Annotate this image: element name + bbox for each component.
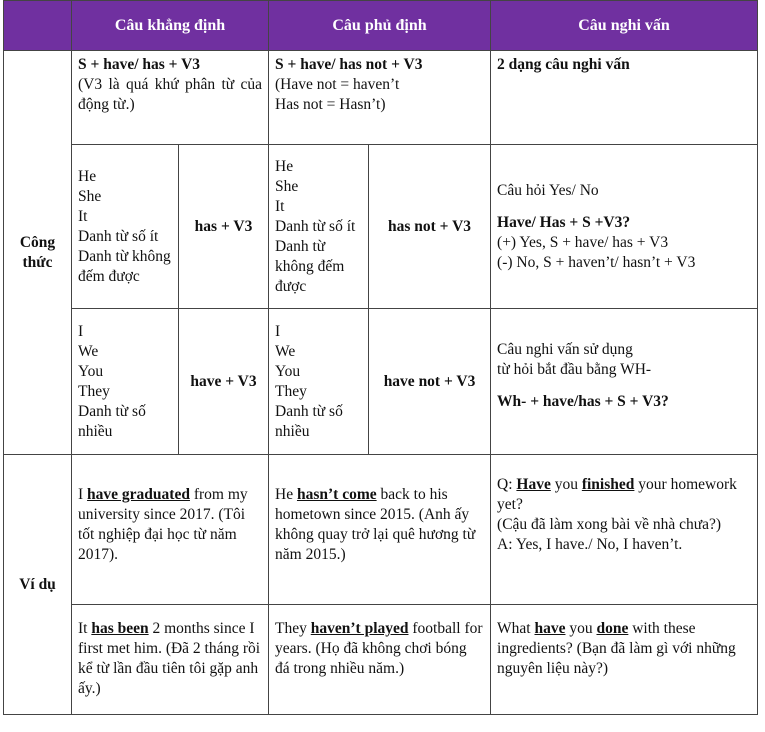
no-answer: (-) No, S + haven’t/ hasn’t + V3	[497, 253, 696, 271]
plural-aff-verb: have + V3	[179, 309, 269, 455]
examples-row-label: Ví dụ	[4, 455, 72, 715]
subject-plural-noun: Danh từ số nhiều	[78, 402, 146, 440]
yes-no-title: Câu hỏi Yes/ No	[497, 181, 599, 199]
plural-neg-verb: have not + V3	[369, 309, 491, 455]
subject-it: It	[275, 197, 285, 215]
example-row-2	[4, 605, 758, 715]
example-aff-1: I have graduated from my university since 2017. (Tôi tốt nghiệp đại học từ năm 2017).	[72, 455, 269, 605]
spacer	[497, 201, 751, 213]
example-q-1: Q: Have you finished your homework yet? (Cậu đã làm xong bài về nhà chưa?) A: Yes, I have./ No, I haven’t.	[491, 455, 758, 605]
subject-she: She	[78, 187, 102, 205]
verb-highlight: Have	[516, 476, 551, 493]
example-row-1	[4, 455, 758, 605]
verb-highlight: hasn’t come	[296, 486, 377, 503]
subject-he: He	[78, 167, 97, 185]
spacer	[497, 380, 751, 392]
question-forms-title: 2 dạng câu nghi vấn	[497, 56, 630, 73]
subject-singular-noun: Danh từ số ít	[78, 227, 159, 245]
plural-subjects-neg	[269, 309, 369, 455]
subject-you: You	[78, 362, 104, 380]
subject-uncountable-noun: Danh từ không đếm được	[275, 237, 345, 295]
example-aff-2: It has been 2 months since I first met him. (Đã 2 tháng rồi kể từ lần đầu tiên tôi gặp anh ấy.)	[72, 605, 269, 715]
header-question: Câu nghi vấn	[491, 1, 758, 51]
wh-desc-1: Câu nghi vấn sử dụng	[497, 340, 633, 358]
subject-we: We	[78, 342, 99, 360]
formula-label-line1: Công	[19, 233, 56, 251]
subject-i: I	[78, 322, 84, 340]
singular-neg-verb: has not + V3	[369, 145, 491, 309]
subject-plural-noun: Danh từ số nhiều	[275, 402, 343, 440]
negative-formula-cell	[269, 51, 491, 145]
yes-no-formula: Have/ Has + S +V3?	[497, 213, 631, 231]
wh-formula: Wh- + have/has + S + V3?	[497, 392, 669, 410]
header-row	[4, 1, 758, 51]
subject-they: They	[78, 382, 110, 400]
subject-singular-noun: Danh từ số ít	[275, 217, 356, 235]
subject-uncountable-noun: Danh từ không đếm được	[78, 247, 171, 285]
yes-answer: (+) Yes, S + have/ has + V3	[497, 233, 669, 251]
singular-aff-verb: has + V3	[179, 145, 269, 309]
affirmative-formula: S + have/ has + V3	[78, 56, 201, 73]
verb-highlight: have	[534, 620, 566, 637]
header-blank	[4, 1, 72, 51]
present-perfect-table	[3, 0, 758, 715]
singular-subjects-neg	[269, 145, 369, 309]
subject-we: We	[275, 342, 296, 360]
header-affirmative: Câu khẳng định	[72, 1, 269, 51]
header-negative: Câu phủ định	[269, 1, 491, 51]
question-formula-cell	[491, 51, 758, 145]
subject-he: He	[275, 157, 294, 175]
negative-formula: S + have/ has not + V3	[275, 56, 423, 73]
formula-general-row	[4, 51, 758, 145]
formula-plural-row	[4, 309, 758, 455]
negative-note-2: Has not = Hasn’t)	[275, 96, 386, 113]
formula-singular-row	[4, 145, 758, 309]
wh-desc-2: từ hỏi bắt đầu bằng WH-	[497, 360, 652, 378]
subject-it: It	[78, 207, 88, 225]
example-q-2: What have you done with these ingredients? (Bạn đã làm gì với những nguyên liệu này?)	[491, 605, 758, 715]
subject-i: I	[275, 322, 281, 340]
example-neg-2: They haven’t played football for years. (Họ đã không chơi bóng đá trong nhiều năm.)	[269, 605, 491, 715]
affirmative-note: (V3 là quá khứ phân từ của động từ.)	[78, 76, 263, 113]
formula-row-label	[4, 51, 72, 455]
singular-subjects-aff	[72, 145, 179, 309]
verb-highlight: done	[596, 620, 629, 637]
verb-highlight: have graduated	[87, 486, 190, 503]
negative-note-1: (Have not = haven’t	[275, 76, 400, 93]
verb-highlight: haven’t played	[310, 620, 409, 637]
example-neg-1: He hasn’t come back to his hometown since 2015. (Anh ấy không quay trở lại quê hương từ năm 2015.)	[269, 455, 491, 605]
formula-label-line2: thức	[22, 253, 53, 271]
affirmative-formula-cell	[72, 51, 269, 145]
yes-no-question-cell	[491, 145, 758, 309]
subject-she: She	[275, 177, 299, 195]
verb-highlight: has been	[91, 620, 149, 637]
spacer	[497, 412, 751, 424]
wh-question-cell	[491, 309, 758, 455]
verb-highlight: finished	[581, 476, 635, 493]
subject-you: You	[275, 362, 301, 380]
subject-they: They	[275, 382, 307, 400]
plural-subjects-aff	[72, 309, 179, 455]
